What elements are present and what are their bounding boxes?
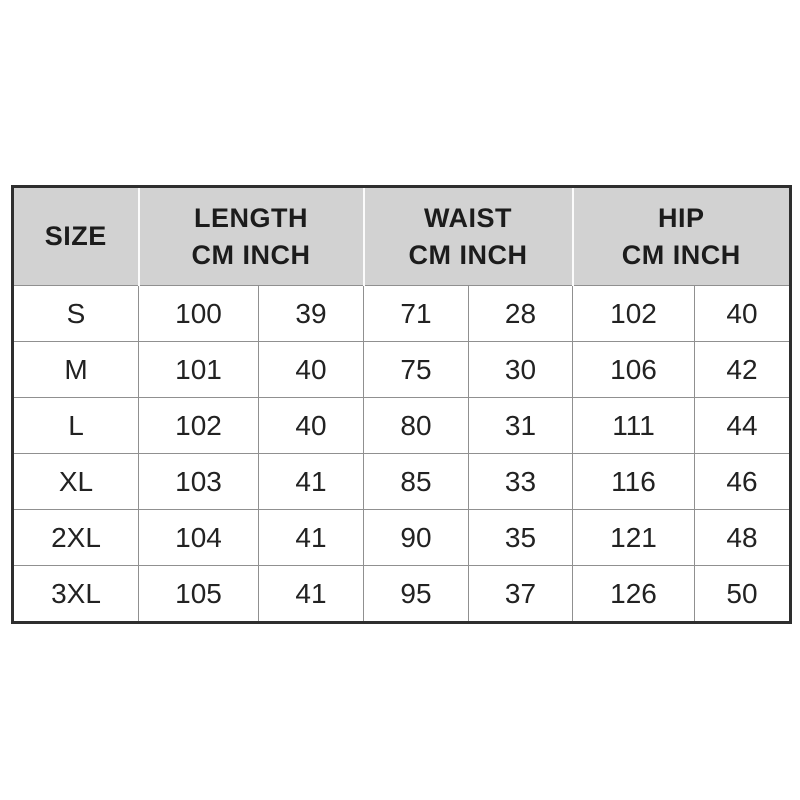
cell-hip-cm: 121 (573, 510, 695, 566)
cell-length-cm: 105 (139, 566, 259, 623)
table-row-l (13, 398, 791, 454)
cell-length-inch: 41 (259, 510, 364, 566)
header-label-size: SIZE (44, 221, 107, 252)
header-label-waist: WAIST (424, 203, 512, 234)
header-sublabel-length: CM INCH (191, 239, 311, 270)
cell-size: 3XL (13, 566, 139, 623)
cell-hip-inch: 48 (695, 510, 791, 566)
cell-length-inch: 39 (259, 286, 364, 342)
cell-length-cm: 104 (139, 510, 259, 566)
cell-waist-inch: 28 (469, 286, 573, 342)
header-sublabel-hip: CM INCH (621, 239, 741, 270)
header-cell-length (139, 187, 364, 286)
cell-waist-cm: 90 (364, 510, 469, 566)
cell-size: XL (13, 454, 139, 510)
cell-hip-cm: 111 (573, 398, 695, 454)
cell-waist-cm: 80 (364, 398, 469, 454)
cell-size: L (13, 398, 139, 454)
table-row-s (13, 286, 791, 342)
header-cell-hip (573, 187, 791, 286)
cell-hip-inch: 40 (695, 286, 791, 342)
cell-hip-inch: 46 (695, 454, 791, 510)
cell-length-cm: 101 (139, 342, 259, 398)
cell-length-cm: 100 (139, 286, 259, 342)
cell-length-inch: 40 (259, 342, 364, 398)
cell-length-cm: 103 (139, 454, 259, 510)
size-chart-table (11, 185, 792, 624)
cell-waist-cm: 71 (364, 286, 469, 342)
cell-length-inch: 41 (259, 566, 364, 623)
cell-waist-cm: 85 (364, 454, 469, 510)
cell-hip-inch: 50 (695, 566, 791, 623)
cell-waist-cm: 95 (364, 566, 469, 623)
cell-waist-inch: 33 (469, 454, 573, 510)
table-row-2xl (13, 510, 791, 566)
cell-hip-cm: 116 (573, 454, 695, 510)
size-chart-header (13, 187, 791, 286)
cell-waist-inch: 37 (469, 566, 573, 623)
cell-hip-cm: 106 (573, 342, 695, 398)
table-row-m (13, 342, 791, 398)
header-label-length: LENGTH (194, 203, 308, 234)
size-chart-body (13, 286, 791, 623)
cell-size: S (13, 286, 139, 342)
cell-hip-cm: 102 (573, 286, 695, 342)
cell-length-inch: 41 (259, 454, 364, 510)
cell-waist-cm: 75 (364, 342, 469, 398)
cell-waist-inch: 35 (469, 510, 573, 566)
header-sublabel-waist: CM INCH (408, 239, 528, 270)
cell-hip-cm: 126 (573, 566, 695, 623)
cell-waist-inch: 30 (469, 342, 573, 398)
table-row-xl (13, 454, 791, 510)
header-label-hip: HIP (657, 203, 705, 234)
cell-size: M (13, 342, 139, 398)
cell-waist-inch: 31 (469, 398, 573, 454)
cell-length-cm: 102 (139, 398, 259, 454)
cell-size: 2XL (13, 510, 139, 566)
table-row-3xl (13, 566, 791, 623)
header-cell-size (13, 187, 139, 286)
cell-length-inch: 40 (259, 398, 364, 454)
cell-hip-inch: 42 (695, 342, 791, 398)
header-cell-waist (364, 187, 573, 286)
cell-hip-inch: 44 (695, 398, 791, 454)
header-row (13, 187, 791, 286)
